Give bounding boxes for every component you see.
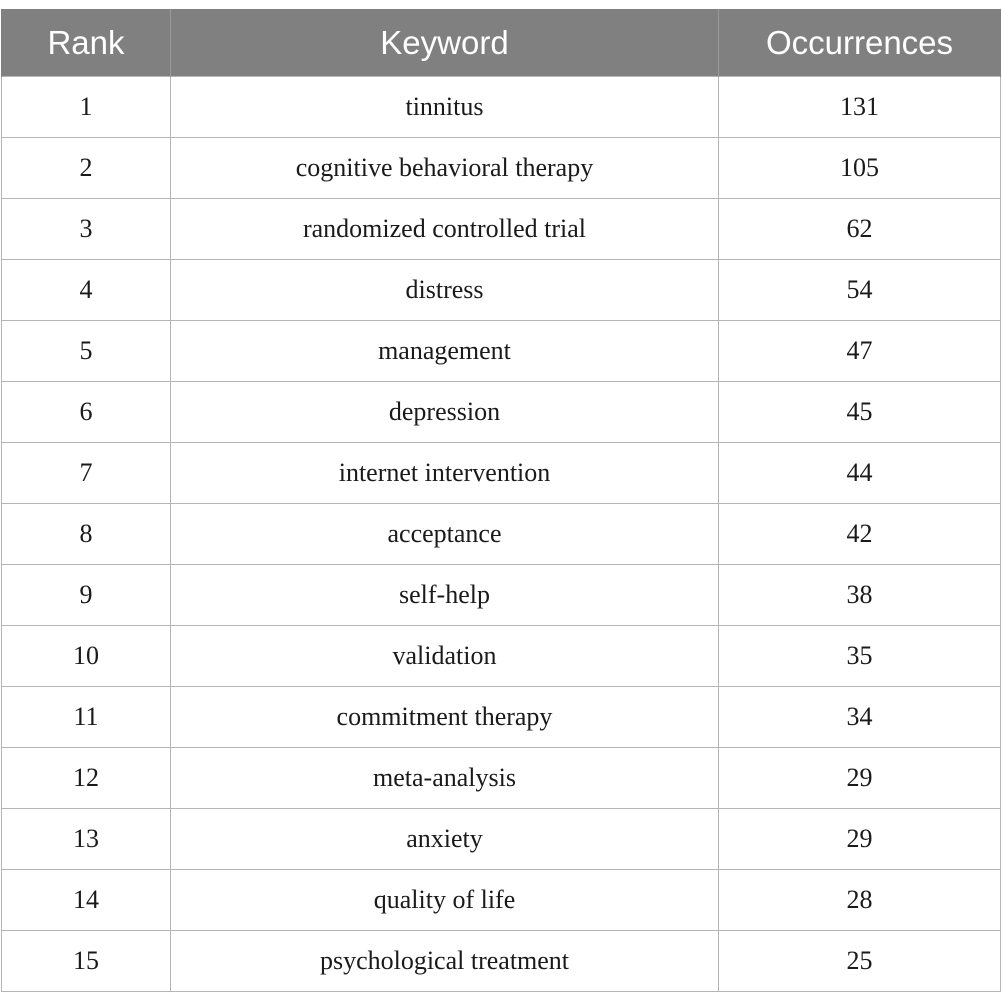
header-rank: Rank [2,9,171,77]
occurrences-cell: 28 [719,870,1001,931]
table-row [2,321,1001,382]
table-row [2,504,1001,565]
table-row [2,443,1001,504]
table-row [2,748,1001,809]
table-row [2,260,1001,321]
keyword-cell: distress [171,260,719,321]
keyword-cell: tinnitus [171,77,719,138]
rank-cell: 13 [2,809,171,870]
table-row [2,687,1001,748]
occurrences-cell: 105 [719,138,1001,199]
keyword-cell: depression [171,382,719,443]
occurrences-cell: 47 [719,321,1001,382]
occurrences-cell: 29 [719,809,1001,870]
table-row [2,382,1001,443]
occurrences-cell: 29 [719,748,1001,809]
table-body [2,77,1001,992]
rank-cell: 6 [2,382,171,443]
keyword-cell: psychological treatment [171,931,719,992]
keyword-table-container [1,9,1000,992]
occurrences-cell: 45 [719,382,1001,443]
rank-cell: 1 [2,77,171,138]
keyword-cell: anxiety [171,809,719,870]
keyword-cell: commitment therapy [171,687,719,748]
rank-cell: 14 [2,870,171,931]
keyword-cell: self-help [171,565,719,626]
rank-cell: 12 [2,748,171,809]
rank-cell: 7 [2,443,171,504]
keyword-cell: management [171,321,719,382]
header-occurrences: Occurrences [719,9,1001,77]
occurrences-cell: 54 [719,260,1001,321]
rank-cell: 4 [2,260,171,321]
keyword-cell: internet intervention [171,443,719,504]
keyword-table [1,9,1001,992]
occurrences-cell: 131 [719,77,1001,138]
header-row [2,9,1001,77]
table-row [2,809,1001,870]
table-row [2,199,1001,260]
rank-cell: 2 [2,138,171,199]
header-keyword: Keyword [171,9,719,77]
keyword-cell: meta-analysis [171,748,719,809]
rank-cell: 10 [2,626,171,687]
table-row [2,138,1001,199]
table-row [2,870,1001,931]
rank-cell: 9 [2,565,171,626]
rank-cell: 8 [2,504,171,565]
table-row [2,626,1001,687]
table-row [2,77,1001,138]
occurrences-cell: 35 [719,626,1001,687]
keyword-cell: cognitive behavioral therapy [171,138,719,199]
keyword-cell: validation [171,626,719,687]
rank-cell: 15 [2,931,171,992]
rank-cell: 11 [2,687,171,748]
occurrences-cell: 34 [719,687,1001,748]
table-header [2,9,1001,77]
occurrences-cell: 38 [719,565,1001,626]
occurrences-cell: 44 [719,443,1001,504]
table-row [2,565,1001,626]
occurrences-cell: 42 [719,504,1001,565]
occurrences-cell: 25 [719,931,1001,992]
keyword-cell: randomized controlled trial [171,199,719,260]
rank-cell: 5 [2,321,171,382]
rank-cell: 3 [2,199,171,260]
occurrences-cell: 62 [719,199,1001,260]
keyword-cell: acceptance [171,504,719,565]
keyword-cell: quality of life [171,870,719,931]
table-row [2,931,1001,992]
